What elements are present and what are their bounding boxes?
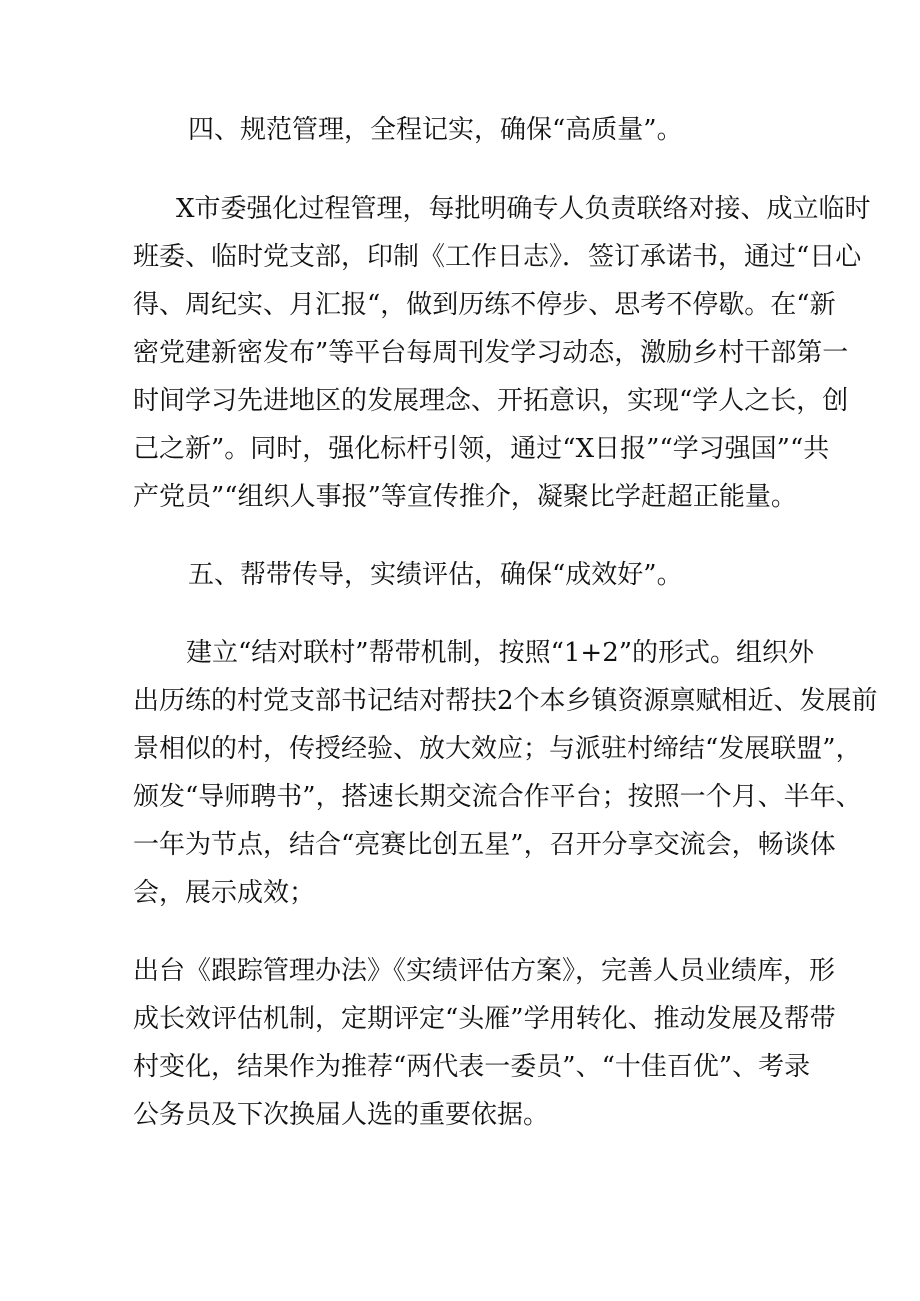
paragraph-line: 村变化，结果作为推荐“两代表一委员”、“十佳百优”、考录 — [133, 1052, 811, 1082]
paragraph-line: 密党建新密发布”等平台每周刊发学习动态，激励乡村干部第一 — [133, 338, 849, 368]
paragraph-line: 时间学习先进地区的发展理念、开拓意识，实现“学人之长，创 — [133, 386, 849, 416]
paragraph-line: 成长效评估机制，定期评定“头雁”学用转化、推动发展及帮带 — [133, 1004, 836, 1034]
section-heading-4: 四、规范管理，全程记实，确保“高质量”。 — [188, 115, 683, 145]
paragraph-line: 建立“结对联村”帮带机制，按照“1+2”的形式。组织外 — [186, 638, 815, 668]
paragraph-line: 出台《跟踪管理办法》《实绩评估方案》，完善人员业绩库，形 — [133, 956, 836, 986]
paragraph-line: 班委、临时党支部，印制《工作日志》．签订承诺书，通过“日心 — [133, 242, 862, 272]
paragraph-line: 一年为节点，结合“亮赛比创五星”，召开分享交流会，畅谈体 — [133, 830, 836, 860]
paragraph-line: 颁发“导师聘书”，搭速长期交流合作平台；按照一个月、半年、 — [133, 782, 862, 812]
paragraph-line: 公务员及下次换届人选的重要依据。 — [133, 1100, 550, 1130]
paragraph-line: 己之新”。同时，强化标杆引领，通过“X日报”“学习强国”“共 — [133, 434, 830, 464]
paragraph-line: 景相似的村，传授经验、放大效应；与派驻村缔结“发展联盟”， — [133, 734, 862, 764]
section-heading-5: 五、帮带传导，实绩评估，确保“成效好”。 — [188, 560, 683, 590]
paragraph-line: 会，展示成效； — [133, 878, 316, 908]
paragraph-line: 出历练的村党支部书记结对帮扶2个本乡镇资源禀赋相近、发展前 — [133, 686, 878, 716]
paragraph-line: 产党员”“组织人事报”等宣传推介，凝聚比学赶超正能量。 — [133, 482, 797, 512]
paragraph-line: X市委强化过程管理，每批明确专人负责联络对接、成立临时 — [176, 194, 871, 224]
paragraph-line: 得、周纪实、月汇报“，做到历练不停步、思考不停歇。在“新 — [133, 290, 836, 320]
